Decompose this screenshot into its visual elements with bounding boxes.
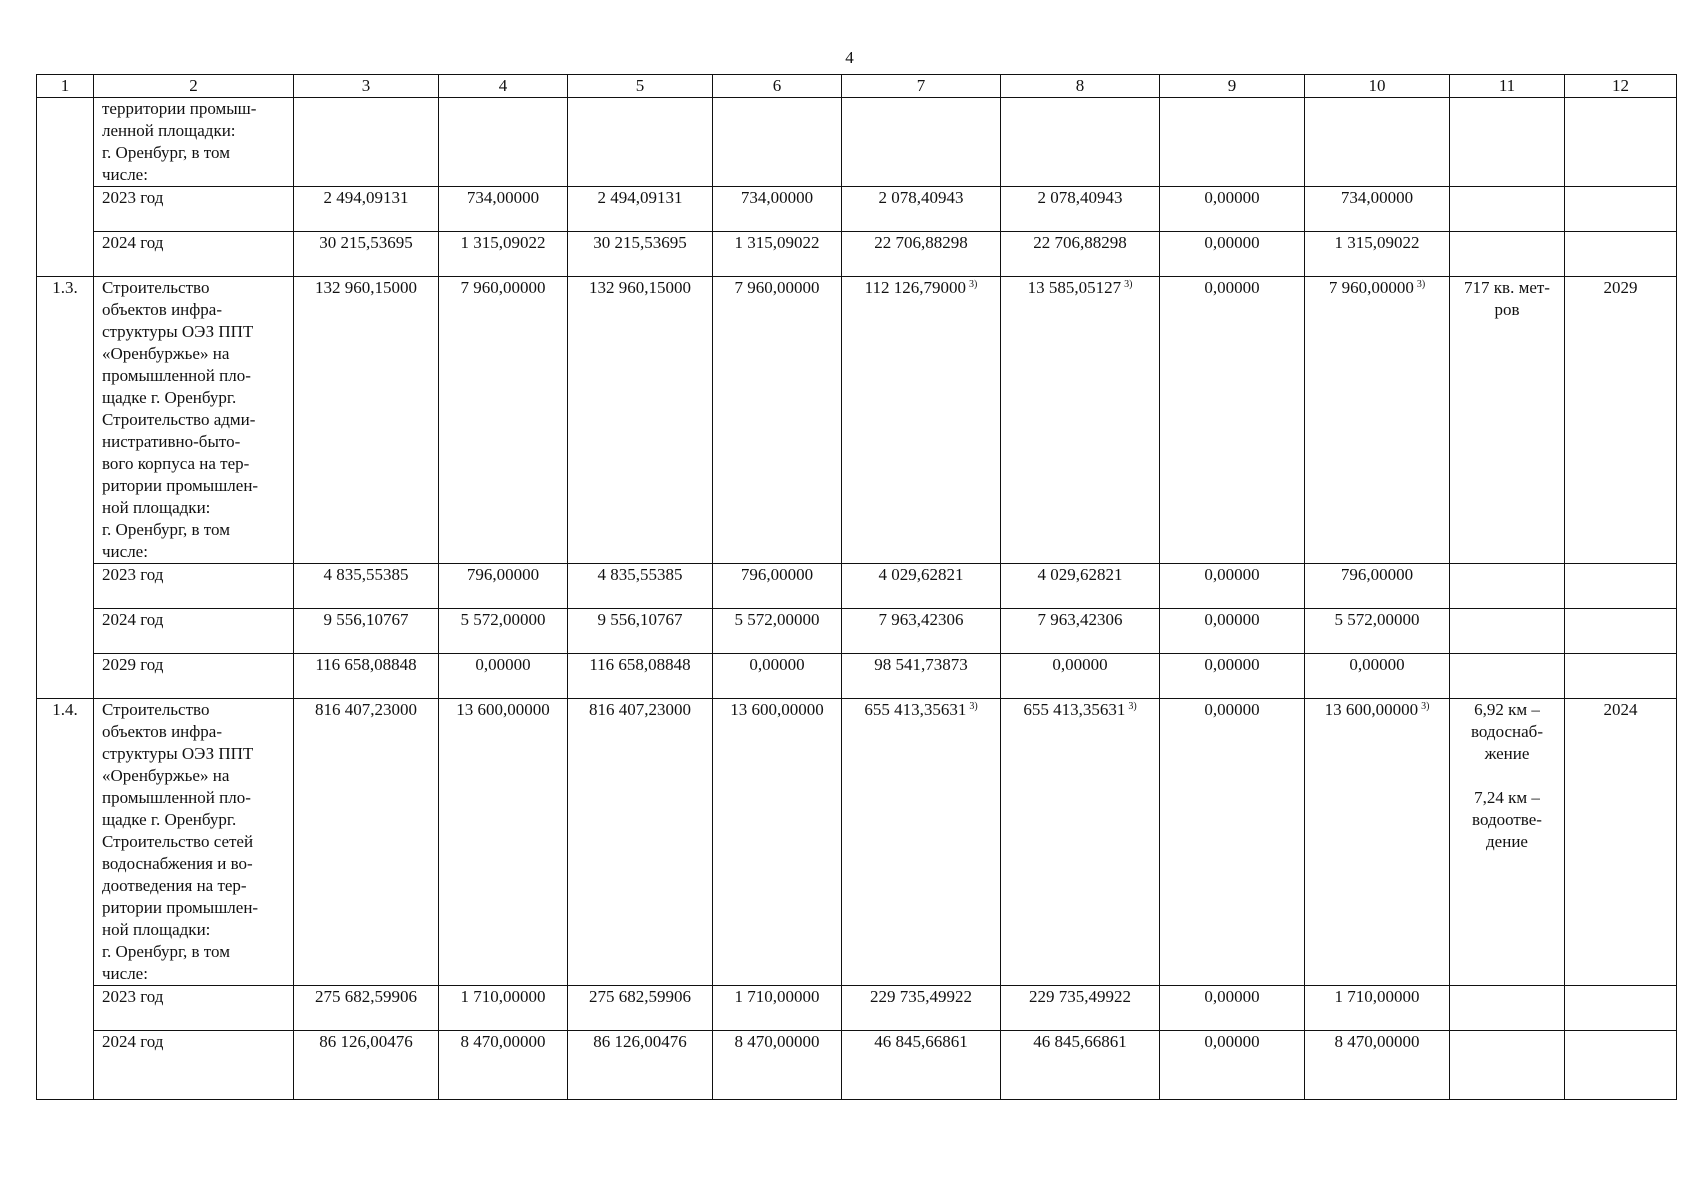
value-col-7	[842, 986, 1001, 1031]
value-col-3	[294, 609, 439, 654]
value-text: 86 126,00476	[593, 1032, 687, 1051]
capacity-line: 7,24 км –	[1474, 788, 1540, 807]
item-name-line: ритории промышлен-	[102, 476, 259, 495]
value-col-6	[713, 654, 842, 699]
item-name-line: доотведения на тер-	[102, 876, 247, 895]
value-text: 46 845,66861	[1033, 1032, 1127, 1051]
value-col-8	[1001, 277, 1160, 564]
capacity-cell	[1450, 98, 1565, 187]
item-row	[37, 699, 1677, 986]
value-col-10	[1305, 1031, 1450, 1100]
year-label: 2023 год	[94, 986, 294, 1031]
value-text: 30 215,53695	[593, 233, 687, 252]
value-text: 0,00000	[1349, 655, 1405, 674]
value-col-10	[1305, 986, 1450, 1031]
value-col-10	[1305, 277, 1450, 564]
value-col-6	[713, 187, 842, 232]
value-col-8	[1001, 609, 1160, 654]
value-text: 655 413,35631	[1023, 700, 1126, 719]
value-text: 30 215,53695	[319, 233, 413, 252]
item-index: 1.4.	[37, 699, 94, 1100]
value-col-5	[568, 1031, 713, 1100]
value-text: 0,00000	[1204, 655, 1260, 674]
item-name-line: Строительство адми-	[102, 410, 256, 429]
value-col-10	[1305, 699, 1450, 986]
footnote-ref: 3)	[1128, 701, 1137, 712]
value-col-6	[713, 1031, 842, 1100]
value-text: 0,00000	[475, 655, 531, 674]
column-number-10: 10	[1305, 75, 1450, 98]
item-name	[94, 277, 294, 564]
value-col-8	[1001, 232, 1160, 277]
completion-year: 2029	[1565, 277, 1677, 564]
item-name-line: водоснабжения и во-	[102, 854, 253, 873]
item-name-line: структуры ОЭЗ ППТ	[102, 744, 254, 763]
item-name-line: Строительство сетей	[102, 832, 254, 851]
value-col-8	[1001, 699, 1160, 986]
column-number-9: 9	[1160, 75, 1305, 98]
value-col-10	[1305, 609, 1450, 654]
value-col-8	[1001, 1031, 1160, 1100]
completion-year: 2024	[1565, 699, 1677, 986]
column-number-2: 2	[94, 75, 294, 98]
value-text: 275 682,59906	[315, 987, 417, 1006]
value-col-5	[568, 98, 713, 187]
item-name-line: промышленной пло-	[102, 366, 251, 385]
item-name-line: Строительство	[102, 700, 210, 719]
value-text: 4 835,55385	[597, 565, 683, 584]
column-number-row	[37, 75, 1677, 98]
value-col-8	[1001, 98, 1160, 187]
value-col-7	[842, 187, 1001, 232]
item-index	[37, 98, 94, 277]
value-text: 734,00000	[466, 188, 540, 207]
value-text: 0,00000	[1204, 565, 1260, 584]
value-col-9	[1160, 1031, 1305, 1100]
value-col-6	[713, 277, 842, 564]
value-text: 1 315,09022	[1334, 233, 1420, 252]
value-text: 4 029,62821	[1037, 565, 1123, 584]
value-text: 0,00000	[1204, 610, 1260, 629]
value-text: 796,00000	[1340, 565, 1414, 584]
value-text: 116 658,08848	[589, 655, 691, 674]
year-label: 2024 год	[94, 232, 294, 277]
value-col-6	[713, 986, 842, 1031]
column-number-7: 7	[842, 75, 1001, 98]
value-text: 132 960,15000	[315, 278, 417, 297]
year-row	[37, 609, 1677, 654]
value-text: 229 735,49922	[870, 987, 972, 1006]
value-col-8	[1001, 564, 1160, 609]
value-text: 2 494,09131	[597, 188, 683, 207]
value-text: 7 963,42306	[878, 610, 964, 629]
item-name-line: ритории промышлен-	[102, 898, 259, 917]
year-row	[37, 187, 1677, 232]
value-col-5	[568, 187, 713, 232]
value-col-4	[439, 98, 568, 187]
value-col-4	[439, 187, 568, 232]
capacity-cell	[1450, 564, 1565, 609]
value-text: 7 960,00000	[1328, 278, 1414, 297]
value-text: 1 710,00000	[460, 987, 546, 1006]
capacity-line: 6,92 км –	[1474, 700, 1540, 719]
value-col-4	[439, 277, 568, 564]
value-text: 8 470,00000	[460, 1032, 546, 1051]
item-name-line: числе:	[102, 165, 148, 184]
capacity-line: 717 кв. мет-	[1464, 278, 1550, 297]
footnote-ref: 3)	[1421, 701, 1430, 712]
value-col-9	[1160, 98, 1305, 187]
value-col-3	[294, 232, 439, 277]
value-col-5	[568, 277, 713, 564]
value-text: 86 126,00476	[319, 1032, 413, 1051]
column-number-8: 8	[1001, 75, 1160, 98]
value-text: 655 413,35631	[864, 700, 967, 719]
value-text: 0,00000	[1204, 700, 1260, 719]
capacity-line	[1454, 765, 1560, 787]
value-text: 2 078,40943	[1037, 188, 1123, 207]
column-number-1: 1	[37, 75, 94, 98]
value-col-7	[842, 277, 1001, 564]
item-name-line: щадке г. Оренбург.	[102, 810, 237, 829]
year-row	[37, 232, 1677, 277]
value-text: 112 126,79000	[864, 278, 967, 297]
item-name-line: Строительство	[102, 278, 210, 297]
value-text: 4 835,55385	[323, 565, 409, 584]
value-col-4	[439, 699, 568, 986]
value-col-4	[439, 232, 568, 277]
item-name-line: г. Оренбург, в том	[102, 143, 230, 162]
value-text: 816 407,23000	[589, 700, 691, 719]
capacity-line: ров	[1494, 300, 1520, 319]
column-number-12: 12	[1565, 75, 1677, 98]
column-number-4: 4	[439, 75, 568, 98]
year-row	[37, 986, 1677, 1031]
value-col-9	[1160, 564, 1305, 609]
value-text: 13 585,05127	[1027, 278, 1122, 297]
value-text: 275 682,59906	[589, 987, 691, 1006]
value-col-9	[1160, 232, 1305, 277]
value-text: 796,00000	[740, 565, 814, 584]
value-text: 0,00000	[1204, 1032, 1260, 1051]
value-text: 1 710,00000	[1334, 987, 1420, 1006]
value-col-4	[439, 609, 568, 654]
completion-year	[1565, 609, 1677, 654]
item-name-line: вого корпуса на тер-	[102, 454, 250, 473]
capacity-line: жение	[1484, 744, 1530, 763]
value-col-7	[842, 564, 1001, 609]
value-col-3	[294, 564, 439, 609]
value-text: 1 315,09022	[734, 233, 820, 252]
value-col-9	[1160, 277, 1305, 564]
year-row	[37, 654, 1677, 699]
value-text: 0,00000	[1204, 278, 1260, 297]
item-name-line: объектов инфра-	[102, 300, 222, 319]
value-text: 1 315,09022	[460, 233, 546, 252]
value-col-8	[1001, 654, 1160, 699]
value-col-3	[294, 98, 439, 187]
value-col-4	[439, 986, 568, 1031]
year-row	[37, 564, 1677, 609]
value-text: 229 735,49922	[1029, 987, 1131, 1006]
capacity-cell	[1450, 232, 1565, 277]
capacity-cell	[1450, 187, 1565, 232]
value-col-3	[294, 986, 439, 1031]
value-text: 4 029,62821	[878, 565, 964, 584]
value-col-7	[842, 654, 1001, 699]
item-name-line: структуры ОЭЗ ППТ	[102, 322, 254, 341]
value-col-10	[1305, 654, 1450, 699]
value-col-8	[1001, 986, 1160, 1031]
value-text: 0,00000	[1052, 655, 1108, 674]
value-col-6	[713, 564, 842, 609]
value-col-6	[713, 609, 842, 654]
value-col-8	[1001, 187, 1160, 232]
year-label: 2024 год	[94, 609, 294, 654]
value-text: 13 600,00000	[730, 700, 824, 719]
value-text: 22 706,88298	[1033, 233, 1127, 252]
value-text: 9 556,10767	[323, 610, 409, 629]
column-number-6: 6	[713, 75, 842, 98]
value-text: 2 494,09131	[323, 188, 409, 207]
value-text: 5 572,00000	[1334, 610, 1420, 629]
capacity-line: водоснаб-	[1471, 722, 1543, 741]
value-text: 0,00000	[1204, 233, 1260, 252]
item-row	[37, 98, 1677, 187]
year-label: 2023 год	[94, 187, 294, 232]
value-col-10	[1305, 98, 1450, 187]
value-col-7	[842, 98, 1001, 187]
value-text: 5 572,00000	[460, 610, 546, 629]
value-col-3	[294, 699, 439, 986]
item-name-line: объектов инфра-	[102, 722, 222, 741]
capacity-line: дение	[1486, 832, 1528, 851]
value-text: 13 600,00000	[1324, 700, 1419, 719]
year-row	[37, 1031, 1677, 1100]
capacity-cell	[1450, 609, 1565, 654]
value-col-7	[842, 1031, 1001, 1100]
footnote-ref: 3)	[969, 279, 978, 290]
value-col-3	[294, 654, 439, 699]
value-col-5	[568, 986, 713, 1031]
item-name-line: «Оренбуржье» на	[102, 766, 230, 785]
budget-table	[36, 74, 1677, 1100]
item-name-line: числе:	[102, 964, 148, 983]
value-text: 7 963,42306	[1037, 610, 1123, 629]
value-col-5	[568, 699, 713, 986]
value-col-4	[439, 564, 568, 609]
completion-year	[1565, 187, 1677, 232]
capacity-cell	[1450, 1031, 1565, 1100]
value-text: 13 600,00000	[456, 700, 550, 719]
item-name-line: г. Оренбург, в том	[102, 942, 230, 961]
item-name-line: территории промыш-	[102, 99, 257, 118]
table-body	[37, 98, 1677, 1100]
completion-year	[1565, 986, 1677, 1031]
item-name-line: числе:	[102, 542, 148, 561]
value-text: 0,00000	[749, 655, 805, 674]
value-text: 8 470,00000	[1334, 1032, 1420, 1051]
item-name	[94, 98, 294, 187]
capacity-cell	[1450, 654, 1565, 699]
value-col-3	[294, 187, 439, 232]
item-name-line: промышленной пло-	[102, 788, 251, 807]
item-name-line: «Оренбуржье» на	[102, 344, 230, 363]
value-col-5	[568, 564, 713, 609]
page-number: 4	[845, 48, 854, 67]
value-col-5	[568, 654, 713, 699]
column-number-5: 5	[568, 75, 713, 98]
value-col-9	[1160, 187, 1305, 232]
value-col-5	[568, 609, 713, 654]
value-col-9	[1160, 654, 1305, 699]
year-label: 2024 год	[94, 1031, 294, 1100]
value-text: 796,00000	[466, 565, 540, 584]
value-col-6	[713, 98, 842, 187]
capacity-line: водоотве-	[1472, 810, 1542, 829]
value-col-7	[842, 232, 1001, 277]
value-text: 5 572,00000	[734, 610, 820, 629]
footnote-ref: 3)	[969, 701, 978, 712]
year-label: 2029 год	[94, 654, 294, 699]
value-col-9	[1160, 699, 1305, 986]
value-text: 8 470,00000	[734, 1032, 820, 1051]
completion-year	[1565, 1031, 1677, 1100]
value-text: 22 706,88298	[874, 233, 968, 252]
value-col-7	[842, 699, 1001, 986]
item-name	[94, 699, 294, 986]
item-name-line: ленной площадки:	[102, 121, 236, 140]
value-col-7	[842, 609, 1001, 654]
value-text: 116 658,08848	[315, 655, 417, 674]
capacity-cell	[1450, 986, 1565, 1031]
item-row	[37, 277, 1677, 564]
value-text: 1 710,00000	[734, 987, 820, 1006]
value-text: 734,00000	[1340, 188, 1414, 207]
value-text: 98 541,73873	[874, 655, 968, 674]
value-col-10	[1305, 564, 1450, 609]
footnote-ref: 3)	[1416, 279, 1426, 290]
value-text: 7 960,00000	[460, 278, 546, 297]
value-col-3	[294, 277, 439, 564]
value-col-6	[713, 699, 842, 986]
completion-year	[1565, 654, 1677, 699]
value-col-9	[1160, 986, 1305, 1031]
value-col-10	[1305, 187, 1450, 232]
item-name-line: щадке г. Оренбург.	[102, 388, 237, 407]
item-name-line: нистративно-быто-	[102, 432, 241, 451]
value-col-3	[294, 1031, 439, 1100]
year-label: 2023 год	[94, 564, 294, 609]
item-name-line: ной площадки:	[102, 498, 211, 517]
value-text: 734,00000	[740, 188, 814, 207]
column-number-11: 11	[1450, 75, 1565, 98]
value-text: 9 556,10767	[597, 610, 683, 629]
completion-year	[1565, 564, 1677, 609]
item-index: 1.3.	[37, 277, 94, 699]
completion-year	[1565, 232, 1677, 277]
value-col-6	[713, 232, 842, 277]
completion-year	[1565, 98, 1677, 187]
capacity-cell	[1450, 699, 1565, 986]
value-col-5	[568, 232, 713, 277]
value-text: 0,00000	[1204, 987, 1260, 1006]
budget-table-container	[36, 74, 1676, 1100]
item-name-line: ной площадки:	[102, 920, 211, 939]
item-name-line: г. Оренбург, в том	[102, 520, 230, 539]
footnote-ref: 3)	[1124, 279, 1133, 290]
value-col-9	[1160, 609, 1305, 654]
value-text: 7 960,00000	[734, 278, 820, 297]
column-number-3: 3	[294, 75, 439, 98]
capacity-cell	[1450, 277, 1565, 564]
value-text: 816 407,23000	[315, 700, 417, 719]
value-text: 0,00000	[1204, 188, 1260, 207]
value-col-4	[439, 1031, 568, 1100]
value-col-4	[439, 654, 568, 699]
value-text: 2 078,40943	[878, 188, 964, 207]
value-text: 132 960,15000	[589, 278, 691, 297]
value-text: 46 845,66861	[874, 1032, 968, 1051]
value-col-10	[1305, 232, 1450, 277]
